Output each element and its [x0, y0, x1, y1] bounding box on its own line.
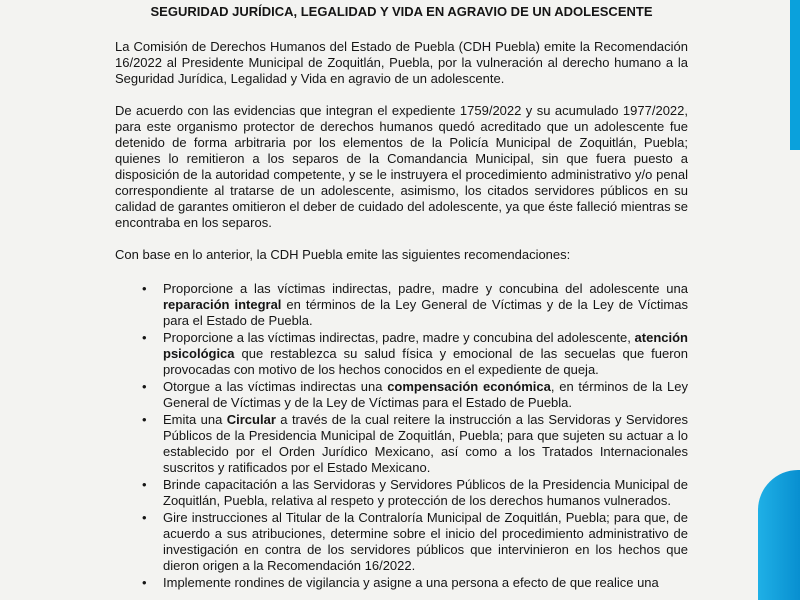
blue-accent-corner: [758, 470, 800, 600]
title-line-2: SEGURIDAD JURÍDICA, LEGALIDAD Y VIDA EN AGRAVIO DE UN ADOLESCENTE: [150, 4, 653, 19]
list-item-text: Brinde capacitación a las Servidoras y Servidores Públicos de la Presidencia Municipal de Zoquitlán, Puebla, relativa al respeto y protección de los derechos humanos vulnerados.: [163, 477, 688, 508]
list-item-text: Emita una: [163, 412, 227, 427]
list-item: [163, 281, 688, 329]
list-item-text: Proporcione a las víctimas indirectas, padre, madre y concubina del adolescente,: [163, 330, 635, 345]
recommendations-list: [115, 281, 688, 591]
list-item-text: Implemente rondines de vigilancia y asigne a una persona a efecto de que realice una: [163, 575, 659, 590]
list-item-emphasis: atención psicológica: [163, 330, 688, 361]
list-item: [163, 575, 688, 591]
evidence-paragraph: De acuerdo con las evidencias que integran el expediente 1759/2022 y su acumulado 1977/2022, para este organismo protector de derechos humanos quedó acreditado que un adolescente fue detenido de forma arbitraria por los elementos de la Policía Municipal de Zoquitlán, Puebla; quienes lo remitieron a los separos de la Comandancia Municipal, sin que fuera puesto a disposición de la autoridad competente, y se le instruyera el procedimiento administrativo y/o penal correspondiente al tratarse de un adolescente, asimismo, los citados servidores públicos en su calidad de garantes omitieron el deber de cuidado del adolescente, ya que éste falleció mientras se encontraba en los separos.: [115, 103, 688, 230]
list-item: [163, 330, 688, 378]
list-item: [163, 379, 688, 411]
list-item-text: Gire instrucciones al Titular de la Contraloría Municipal de Zoquitlán, Puebla; para que, de acuerdo a sus atribuciones, determine sobre el inicio del procedimiento administrativo de investigación en contra de los servidores públicos que intervinieron en los hechos que dieron origen a la Recomendación 16/2022.: [163, 510, 688, 573]
list-item-text: Otorgue a las víctimas indirectas una: [163, 379, 388, 394]
blue-accent-bar: [790, 0, 800, 150]
list-item-emphasis: Circular: [226, 412, 276, 427]
document-body: [115, 0, 688, 592]
list-item: [163, 412, 688, 476]
list-item-emphasis: reparación integral: [163, 297, 282, 312]
list-item-text: a través de la cual reitere la instrucción a las Servidoras y Servidores Públicos de la Presidencia Municipal de Zoquitlán, Puebla; para que sujeten su actuar a lo establecido por el Orden Jurídico Mexicano, así como a los Tratados Internacionales suscritos y ratificados por el Estado Mexicano.: [163, 412, 688, 475]
list-item: [163, 510, 688, 574]
document-title: [115, 0, 688, 19]
list-item-emphasis: compensación económica: [387, 379, 551, 394]
intro-paragraph: La Comisión de Derechos Humanos del Estado de Puebla (CDH Puebla) emite la Recomendación 16/2022 al Presidente Municipal de Zoquitlán, Puebla, por la vulneración al derecho humano a la Seguridad Jurídica, Legalidad y Vida en agravio de un adolescente.: [115, 39, 688, 86]
recommendations-intro: Con base en lo anterior, la CDH Puebla emite las siguientes recomendaciones:: [115, 247, 571, 262]
list-item-text: Proporcione a las víctimas indirectas, padre, madre y concubina del adolescente una: [163, 281, 688, 296]
list-item-text: , en términos de la Ley General de Víctimas y de la Ley de Víctimas para el Estado de Puebla.: [163, 379, 688, 410]
list-item: [163, 477, 688, 509]
list-item-text: en términos de la Ley General de Víctimas y de la Ley de Víctimas para el Estado de Puebla.: [163, 297, 688, 328]
list-item-text: que restablezca su salud física y emocional de las secuelas que fueron provocadas con motivo de los hechos conocidos en el expediente de queja.: [163, 346, 688, 377]
